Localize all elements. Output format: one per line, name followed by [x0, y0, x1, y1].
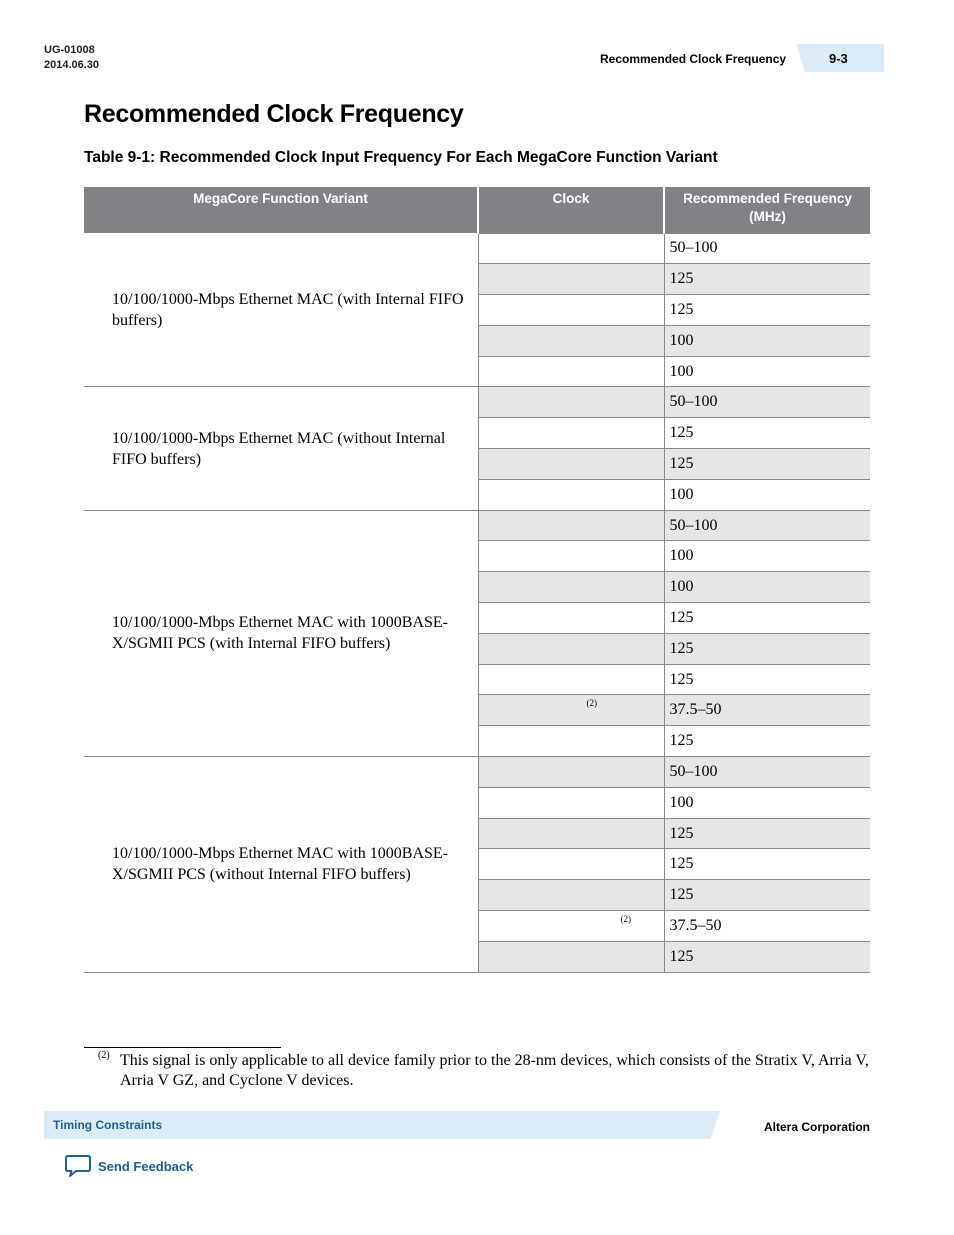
table-body	[84, 233, 870, 972]
doc-date: 2014.06.30	[44, 59, 100, 71]
clock-cell	[478, 572, 664, 603]
clock-cell	[478, 818, 664, 849]
table-row	[84, 233, 870, 264]
clock-cell	[478, 633, 664, 664]
header-page-number: 9-3	[829, 51, 848, 66]
column-header-clock: Clock	[478, 187, 664, 233]
table-header-row	[84, 187, 870, 233]
frequency-cell: 125	[664, 603, 870, 634]
frequency-cell: 125	[664, 880, 870, 911]
table-row	[84, 757, 870, 788]
frequency-cell: 100	[664, 787, 870, 818]
variant-cell: 10/100/1000-Mbps Ethernet MAC with 1000BASE-X/SGMII PCS (without Internal FIFO buffers)	[84, 757, 478, 973]
frequency-cell: 125	[664, 449, 870, 480]
clock-cell	[478, 356, 664, 387]
frequency-cell: 100	[664, 325, 870, 356]
page-title: Recommended Clock Frequency	[84, 100, 464, 128]
frequency-cell: 100	[664, 541, 870, 572]
clock-cell	[478, 295, 664, 326]
clock-cell	[478, 757, 664, 788]
clock-cell	[478, 479, 664, 510]
clock-cell	[478, 664, 664, 695]
frequency-cell: 100	[664, 356, 870, 387]
frequency-cell: 50–100	[664, 387, 870, 418]
frequency-cell: 50–100	[664, 233, 870, 264]
clock-cell	[478, 849, 664, 880]
clock-cell	[478, 387, 664, 418]
footnote-text: This signal is only applicable to all device family prior to the 28-nm devices, which consists of the Stratix V, Arria V, Arria V GZ, and Cyclone V devices.	[120, 1052, 869, 1089]
frequency-cell: 125	[664, 941, 870, 972]
frequency-cell: 125	[664, 633, 870, 664]
frequency-cell: 125	[664, 264, 870, 295]
footer-section-link[interactable]: Timing Constraints	[53, 1118, 163, 1132]
clock-cell	[478, 880, 664, 911]
frequency-cell: 125	[664, 726, 870, 757]
doc-id: UG-01008	[44, 44, 95, 56]
footnote-rule	[84, 1047, 281, 1048]
footnote-mark: (2)	[98, 1050, 110, 1061]
clock-cell	[478, 941, 664, 972]
table-row	[84, 387, 870, 418]
frequency-cell: 37.5–50	[664, 695, 870, 726]
header-doc-info	[44, 43, 99, 73]
header-section-title: Recommended Clock Frequency	[600, 52, 787, 66]
footnote-ref[interactable]: (2)	[586, 698, 597, 709]
column-header-frequency: Recommended Frequency (MHz)	[664, 187, 870, 233]
frequency-cell: 50–100	[664, 757, 870, 788]
frequency-cell: 125	[664, 295, 870, 326]
clock-cell	[478, 726, 664, 757]
frequency-cell: 100	[664, 479, 870, 510]
frequency-cell: 125	[664, 418, 870, 449]
frequency-cell: 50–100	[664, 510, 870, 541]
clock-cell	[478, 418, 664, 449]
send-feedback-link[interactable]	[65, 1154, 193, 1178]
column-header-variant: MegaCore Function Variant	[84, 187, 478, 233]
clock-cell	[478, 233, 664, 264]
frequency-cell: 125	[664, 849, 870, 880]
clock-cell	[478, 264, 664, 295]
clock-cell	[478, 603, 664, 634]
frequency-cell: 37.5–50	[664, 911, 870, 942]
table-row	[84, 510, 870, 541]
clock-cell	[478, 510, 664, 541]
frequency-cell: 125	[664, 664, 870, 695]
clock-cell	[478, 695, 664, 726]
speech-bubble-icon	[65, 1154, 91, 1178]
frequency-cell: 125	[664, 818, 870, 849]
footer-company: Altera Corporation	[764, 1120, 871, 1134]
send-feedback-label: Send Feedback	[98, 1158, 194, 1174]
variant-cell: 10/100/1000-Mbps Ethernet MAC with 1000BASE-X/SGMII PCS (with Internal FIFO buffers)	[84, 510, 478, 756]
clock-cell	[478, 911, 664, 942]
footnote-ref[interactable]: (2)	[620, 914, 631, 925]
clock-cell	[478, 541, 664, 572]
clock-cell	[478, 449, 664, 480]
clock-cell	[478, 325, 664, 356]
variant-cell: 10/100/1000-Mbps Ethernet MAC (with Internal FIFO buffers)	[84, 233, 478, 387]
variant-cell: 10/100/1000-Mbps Ethernet MAC (without Internal FIFO buffers)	[84, 387, 478, 510]
clock-cell	[478, 787, 664, 818]
table-caption: Table 9-1: Recommended Clock Input Frequency For Each MegaCore Function Variant	[84, 149, 718, 166]
clock-frequency-table	[84, 187, 870, 973]
frequency-cell: 100	[664, 572, 870, 603]
